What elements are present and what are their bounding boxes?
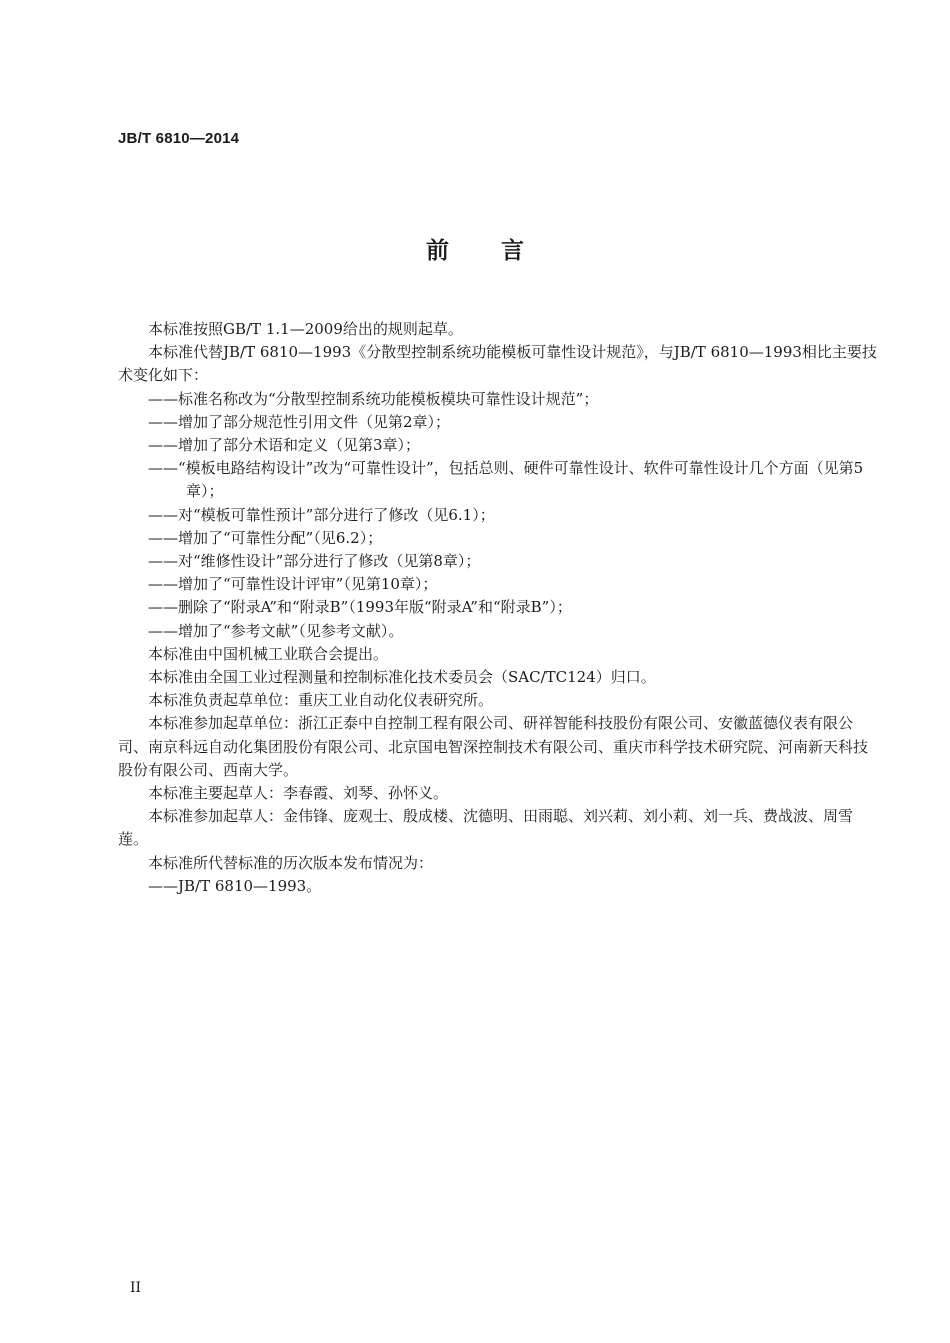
page-title: 前言 — [426, 238, 576, 264]
page-number: II — [130, 1280, 142, 1296]
paragraph-proposed-by: 本标准由中国机械工业联合会提出。 — [148, 644, 389, 663]
foreword-body — [118, 318, 878, 898]
change-item: ——增加了“可靠性设计评审”（见第10章）； — [148, 575, 438, 594]
change-item: ——增加了“可靠性分配”（见6.2）； — [148, 528, 383, 547]
history-item: ——JB/T 6810—1993。 — [148, 876, 322, 895]
change-item: ——增加了“参考文献”（见参考文献）。 — [148, 621, 404, 640]
paragraph-under-jurisdiction: 本标准由全国工业过程测量和控制标准化技术委员会（SAC/TC124）归口。 — [148, 668, 656, 687]
paragraph-drafting-rules: 本标准按照GB/T 1.1—2009给出的规则起草。 — [148, 320, 463, 338]
paragraph-responsible-drafter: 本标准负责起草单位：重庆工业自动化仪表研究所。 — [148, 691, 494, 710]
paragraph-participating-drafters: 本标准参加起草人：金伟锋、庞观士、殷成楼、沈德明、田雨聪、刘兴莉、刘小莉、刘一兵、费战波、周雪莲。 — [118, 807, 854, 849]
paragraph-main-drafters: 本标准主要起草人：李春霞、刘琴、孙怀义。 — [148, 784, 449, 803]
change-item: ——对“维修性设计”部分进行了修改（见第8章）； — [148, 552, 481, 571]
paragraph-version-history: 本标准所代替标准的历次版本发布情况为： — [148, 853, 434, 872]
change-item: ——增加了部分术语和定义（见第3章）； — [148, 436, 421, 455]
change-item: ——删除了“附录A”和“附录B”（1993年版“附录A”和“附录B”）； — [148, 598, 572, 617]
change-item: ——“模板电路结构设计”改为“可靠性设计”，包括总则、硬件可靠性设计、软件可靠性设计几个方面（见第5章）； — [148, 459, 864, 501]
change-item: ——增加了部分规范性引用文件（见第2章）； — [148, 412, 451, 431]
standard-code-header: JB/T 6810—2014 — [118, 130, 240, 147]
paragraph-participating-units: 本标准参加起草单位：浙江正泰中自控制工程有限公司、研祥智能科技股份有限公司、安徽蓝德仪表有限公司、南京科远自动化集团股份有限公司、北京国电智深控制技术有限公司、重庆市科学技术研究院、河南新天科技股份有限公司、西南大学。 — [118, 714, 869, 779]
change-item: ——对“模板可靠性预计”部分进行了修改（见6.1）； — [148, 505, 495, 524]
paragraph-replacement: 本标准代替JB/T 6810—1993《分散型控制系统功能模板可靠性设计规范》，与JB/T 6810—1993相比主要技术变化如下： — [118, 343, 877, 385]
change-item: ——标准名称改为“分散型控制系统功能模板模块可靠性设计规范”； — [148, 389, 599, 408]
